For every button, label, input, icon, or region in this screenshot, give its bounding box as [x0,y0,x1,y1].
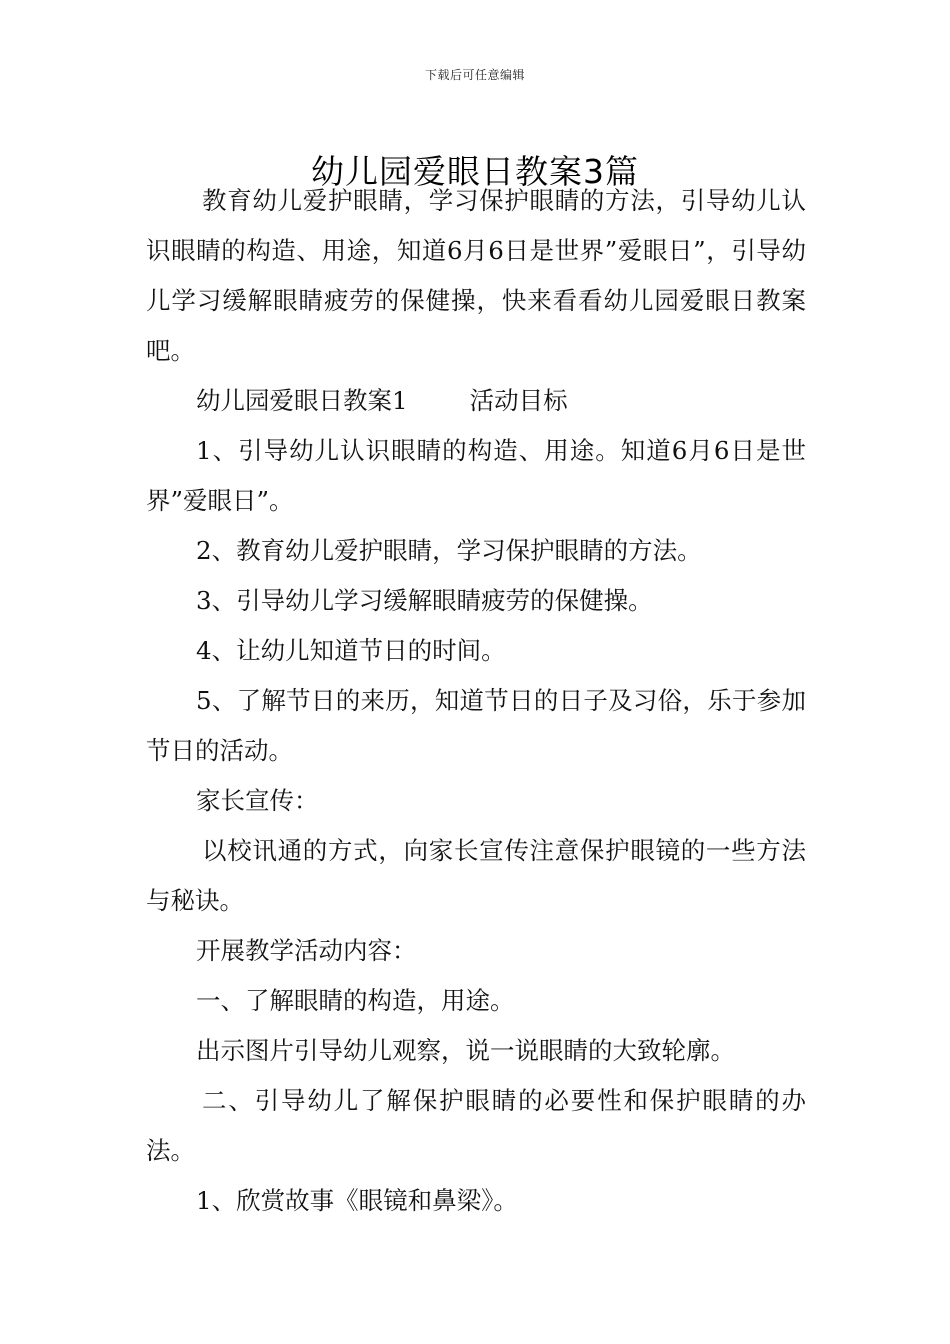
goal-item-5: 5、了解节日的来历，知道节日的日子及习俗，乐于参加节日的活动。 [146,686,806,765]
goal-item-2: 2、教育幼儿爱护眼睛，学习保护眼睛的方法。 [196,536,702,565]
intro-paragraph: 教育幼儿爱护眼睛，学习保护眼睛的方法，引导幼儿认识眼睛的构造、用途，知道6月6日是世界”爱眼日”，引导幼儿学习缓解眼睛疲劳的保健操，快来看看幼儿园爱眼日教案吧。 [146,186,806,365]
goal-item-1: 1、引导幼儿认识眼睛的构造、用途。知道6月6日是世界”爱眼日”。 [146,436,806,515]
document-title: 幼儿园爱眼日教案3篇 [311,152,639,192]
step1-text: 出示图片引导幼儿观察，说一说眼睛的大致轮廓。 [196,1036,735,1065]
step1-heading: 一、了解眼睛的构造，用途。 [196,986,515,1015]
parent-heading: 家长宣传： [196,786,319,815]
section-heading-line [146,376,806,426]
content-heading: 开展教学活动内容： [196,936,417,965]
goal-item-3: 3、引导幼儿学习缓解眼睛疲劳的保健操。 [196,586,653,615]
goal-item-4: 4、让幼儿知道节日的时间。 [196,636,506,665]
section1-goal-heading: 活动目标 [469,386,568,415]
document-body [146,176,806,1226]
header-note: 下载后可任意编辑 [424,68,525,82]
step2-heading: 二、引导幼儿了解保护眼睛的必要性和保护眼睛的办法。 [146,1086,806,1165]
parent-text: 以校讯通的方式，向家长宣传注意保护眼镜的一些方法与秘诀。 [146,836,806,915]
section1-label: 幼儿园爱眼日教案1 [196,386,408,415]
step2-item-1: 1、欣赏故事《眼镜和鼻梁》。 [196,1186,518,1215]
